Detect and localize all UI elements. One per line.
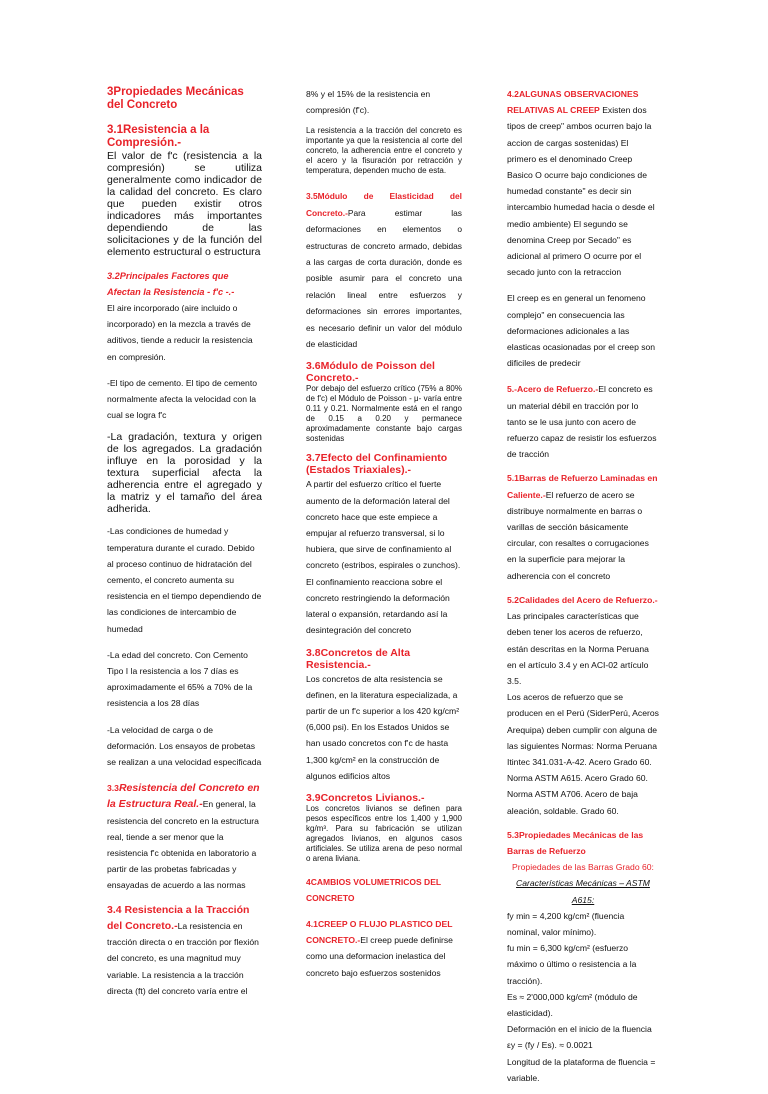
- section-3-2-heading: 3.2Principales Factores que Afectan la Resistencia - f'c -.-: [107, 271, 235, 297]
- section-3-3-text: En general, la resistencia del concreto en la estructura real, tiende a ser menor que la resistencia f'c obtenida en laboratorio a partir de las probetas fabricadas y ensayadas de acuerdo a las normas: [107, 799, 259, 891]
- section-3-4-heading: 3.4 Resistencia a la Tracción del Concreto.-: [107, 903, 250, 932]
- section-3-2-text: El aire incorporado (aire incluido o incorporado) en la mezcla a través de aditivos, tiende a reducir la resistencia en compresión.: [107, 303, 253, 362]
- section-3-4-text: La resistencia en tracción directa o en tracción por flexión del concreto, es una magnitud muy variable. La resistencia a la tracción directa (ft) del concreto varía entre el: [107, 920, 259, 996]
- section-3-9-text: Los concretos livianos se definen para pesos específicos entre los 1,400 y 1,900 kg/m³. Para su fabricación se utilizan agregados livianos, en algunos casos artificiales. Se utiliza arena de peso normal o arena liviana.: [306, 803, 462, 863]
- section-3-7-text: A partir del esfuerzo crítico el fuerte aumento de la deformación lateral del concreto hace que este empiece a empujar al refuerzo transversal, si lo hubiera, que sirve de confinamiento al concreto (estribos, espirales o zunchos). El confinamiento reacciona sobre el concreto restringiendo la deformación lateral o expansión, retardando así la desintegración del concreto: [306, 479, 461, 636]
- section-4-2-text: Existen dos tipos de creep" ambos ocurren bajo la accion de cargas sostenidas) El primero es el denominado Creep Basico O ocurre bajo condiciones de humedad constante" es decir sin intercambio humedad hacia o desde el medio ambiente) El segundo se denomina Creep por Secado" es adicional al primero O ocurre por el secado junto con la retraccion: [507, 105, 655, 278]
- section-5-3-heading: 5.3Propiedades Mecánicas de las Barras de Refuerzo: [507, 829, 644, 856]
- section-3-1-heading: 3.1Resistencia a la Compresión.-: [107, 124, 210, 149]
- section-3-1-text: El valor de f'c (resistencia a la compresión) se utiliza generalmente como indicador de la calidad del concreto. Es claro que pueden existir otros indicadores más importantes dependiendo de las solicitaciones y de la función del elemento estructural o estructura: [107, 150, 262, 258]
- traccion-continuation: 8% y el 15% de la resistencia en compresión (f'c).: [306, 89, 431, 116]
- section-3-8-heading: 3.8Concretos de Alta Resistencia.-: [306, 646, 411, 671]
- section-4-1-heading: 4.1CREEP O FLUJO PLASTICO DEL CONCRETO.-: [306, 918, 453, 946]
- factor-cemento: -El tipo de cemento. El tipo de cemento normalmente afecta la velocidad con la cual se logra f'c: [107, 377, 257, 421]
- column-right: [507, 86, 659, 1094]
- section-5-heading: 5.-Acero de Refuerzo.-: [507, 384, 599, 395]
- section-3-7-heading: 3.7Efecto del Confinamiento (Estados Triaxiales).-: [306, 452, 448, 477]
- section-3-6-text: Por debajo del esfuerzo crítico (75% a 80% de f'c) el Módulo de Poisson - μ- varía entre 0.11 y 0.21. Normalmente está en el rango de 0.15 a 0.20 y permanece aproximadamente constante bajo cargas sostenidas: [306, 384, 462, 444]
- factor-velocidad: -La velocidad de carga o de deformación. Los ensayos de probetas se realizan a una velocidad especificada: [107, 724, 262, 768]
- section-3-8-text: Los concretos de alta resistencia se definen, en la literatura especializada, a partir de un f'c superior a los 420 kg/cm² (6,000 psi). En los Estados Unidos se han usado concretos con f'c de hasta 1,300 kg/cm² en la construcción de algunos edificios altos: [306, 673, 460, 781]
- deformacion-text: Deformación en el inicio de la fluencia εy = (fy / Es). ≈ 0.0021: [507, 1024, 652, 1051]
- section-3-5-text: Para estimar las deformaciones en elementos o estructuras de concreto armado, debidas a las cargas de corta duración, donde es posible asumir para el concreto una relación lineal entre esfuerzos y deformaciones sin errores importantes, es necesario definir un valor del módulo de elasticidad: [306, 207, 462, 350]
- column-middle: [306, 86, 462, 989]
- fy-text: fy min = 4,200 kg/cm² (fluencia nominal, valor mínimo).: [507, 910, 625, 937]
- factor-humedad: -Las condiciones de humedad y temperatura durante el curado. Debido al proceso continuo de hidratación del cemento, el concreto aumenta su resistencia en el tiempo dependiendo de las condiciones de intercambio de humedad: [107, 526, 262, 634]
- section-5-2-heading: 5.2Calidades del Acero de Refuerzo.-: [507, 594, 658, 605]
- section-3-3-heading: Resistencia del Concreto en la Estructura Real.-: [107, 782, 260, 811]
- astm-label: Características Mecánicas – ASTM A615:: [516, 878, 650, 905]
- aceros-normas-text: Los aceros de refuerzo que se producen en el Perú (SiderPerú, Aceros Arequipa) deben cumplir con alguna de las siguientes Normas: Norma Peruana Itintec 341.031-A-42. Acero Grado 60. Norma ASTM A615. Acero Grado 60. Norma ASTM A706. Acero de baja aleación, soldable. Grado 60.: [507, 692, 659, 816]
- longitud-text: Longitud de la plataforma de fluencia = variable.: [507, 1056, 656, 1083]
- traccion-importancia-text: La resistencia a la tracción del concreto es importante ya que la resistencia al corte del concreto, la adherencia entre el concreto y el acero y la fisuración por retracción y temperatura, dependen mucho de esta.: [306, 126, 462, 176]
- section-4-1-text: El creep puede definirse como una deformacion inelastica del concreto bajo esfuerzos sostenidos: [306, 935, 453, 978]
- section-3-heading: 3Propiedades Mecánicas del Concreto: [107, 86, 244, 111]
- fu-text: fu min = 6,300 kg/cm² (esfuerzo máximo o último o resistencia a la tracción).: [507, 943, 637, 986]
- section-5-1-text: El refuerzo de acero se distribuye normalmente en barras o varillas de sección básicamente circular, con resaltes o corrugaciones en la superficie para mejorar la adherencia con el concreto: [507, 489, 649, 581]
- section-4-heading: 4CAMBIOS VOLUMETRICOS DEL CONCRETO: [306, 876, 441, 903]
- section-3-3-number: 3.3: [107, 783, 119, 794]
- section-5-1-heading: 5.1Barras de Refuerzo Laminadas en Caliente.-: [507, 473, 658, 500]
- section-3-5-heading: 3.5Módulo de Elasticidad del Concreto.-: [306, 191, 462, 218]
- section-3-6-heading: 3.6Módulo de Poisson del Concreto.-: [306, 360, 435, 385]
- es-text: Es ≈ 2'000,000 kg/cm² (módulo de elasticidad).: [507, 991, 638, 1018]
- section-5-text: El concreto es un material débil en tracción por lo tanto se le usa junto con acero de refuerzo capaz de resistir los esfuerzos de tracción: [507, 384, 657, 460]
- section-4-2-heading: 4.2ALGUNAS OBSERVACIONES RELATIVAS AL CREEP: [507, 89, 639, 116]
- section-5-2-text: Las principales características que deben tener los aceros de refuerzo, están descritas en la Norma Peruana en el artículo 3.4 y en ACI-02 artículo 3.5.: [507, 611, 649, 686]
- factor-gradacion: -La gradación, textura y origen de los agregados. La gradación influye en la porosidad y la textura superficial afecta la adherencia entre el agregado y la matriz y el tamaño del área adherida.: [107, 431, 262, 516]
- creep-text: El creep es en general un fenomeno complejo" en consecuencia las deformaciones adicionales a las elasticas ocasionadas por el creep son dificiles de predecir: [507, 293, 656, 369]
- column-left: [107, 86, 262, 1007]
- section-5-3-subheading: Propiedades de las Barras Grado 60:: [512, 862, 654, 873]
- section-3-9-heading: 3.9Concretos Livianos.-: [306, 791, 425, 804]
- factor-edad: -La edad del concreto. Con Cemento Tipo I la resistencia a los 7 días es aproximadamente el 65% a 70% de la resistencia a los 28 días: [107, 649, 253, 709]
